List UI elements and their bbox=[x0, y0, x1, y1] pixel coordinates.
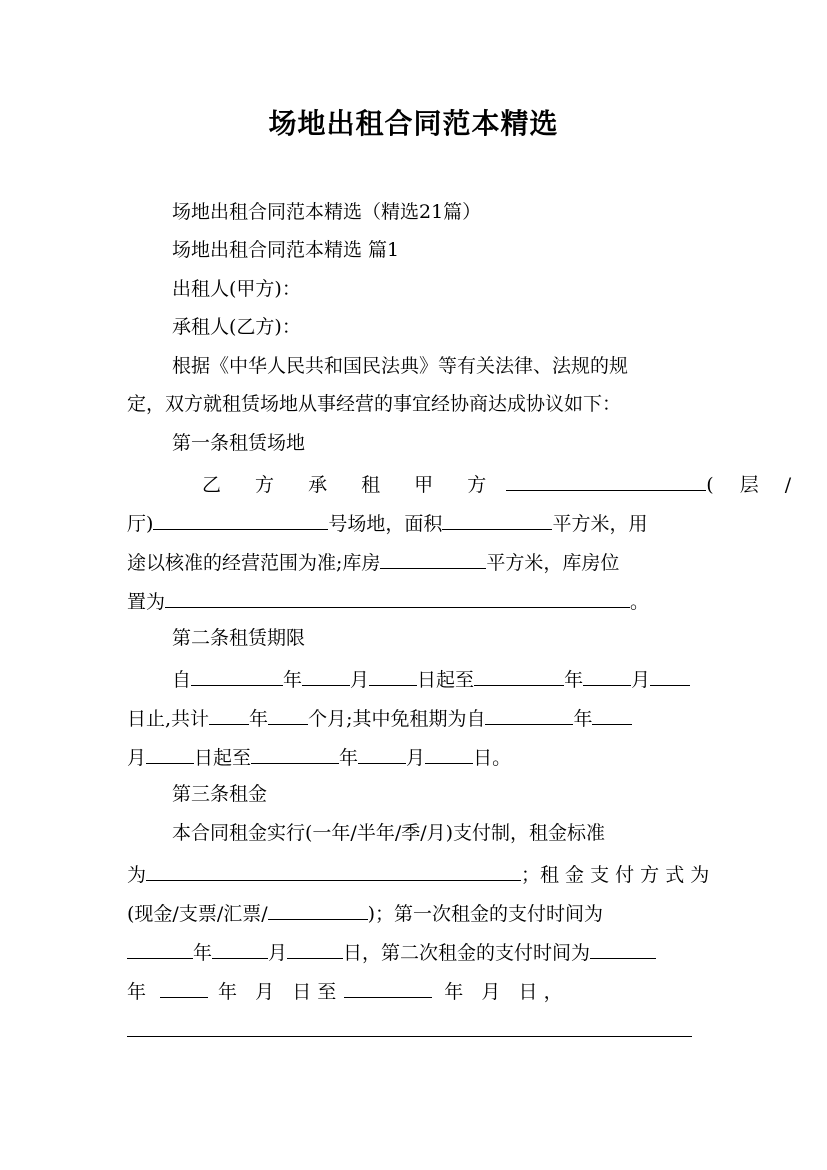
paragraph-line bbox=[127, 546, 704, 577]
blank-field[interactable] bbox=[146, 858, 521, 881]
blank-field[interactable] bbox=[485, 702, 573, 725]
paragraph-line bbox=[127, 897, 704, 928]
section-heading: 场地出租合同范本精选 篇1 bbox=[172, 239, 400, 261]
blank-field[interactable] bbox=[442, 507, 552, 530]
text-run: 。 bbox=[630, 591, 650, 613]
paragraph-line bbox=[127, 858, 710, 889]
text-run: 自 bbox=[172, 669, 192, 691]
article-heading: 第一条租赁场地 bbox=[172, 432, 306, 454]
text-run: (现金/支票/汇票/ bbox=[127, 903, 268, 925]
doc-subtitle: 场地出租合同范本精选（精选21篇） bbox=[172, 201, 482, 223]
article-heading: 第三条租金 bbox=[172, 783, 268, 805]
blank-field[interactable] bbox=[302, 663, 350, 686]
text-run: 月 bbox=[631, 669, 651, 691]
text-run: 月 bbox=[268, 942, 288, 964]
blank-field[interactable] bbox=[153, 507, 328, 530]
blank-field[interactable] bbox=[592, 702, 632, 725]
text-run: 置为 bbox=[127, 591, 166, 613]
text-run: 年 bbox=[339, 747, 359, 769]
text-run: 日起至 bbox=[194, 747, 252, 769]
paragraph-line bbox=[127, 702, 704, 733]
paragraph-line: 本合同租金实行(一年/半年/季/月)支付制，租金标准 bbox=[172, 822, 606, 844]
text-run: 月 bbox=[350, 669, 370, 691]
text-run: 年 bbox=[249, 708, 269, 730]
blank-field[interactable] bbox=[344, 975, 432, 998]
blank-field[interactable] bbox=[590, 936, 656, 959]
text-run: 途以核准的经营范围为准;库房 bbox=[127, 552, 381, 574]
text-run: 厅) bbox=[127, 513, 154, 535]
paragraph-line bbox=[127, 468, 802, 499]
blank-field[interactable] bbox=[369, 663, 417, 686]
blank-field[interactable] bbox=[209, 702, 249, 725]
text-run: 月 bbox=[406, 747, 426, 769]
blank-field[interactable] bbox=[583, 663, 631, 686]
text-run: ；租 金 支 付 方 式 为 bbox=[521, 864, 710, 886]
text-run: 号场地，面积 bbox=[328, 513, 443, 535]
text-run: 为 bbox=[127, 864, 147, 886]
paragraph-line bbox=[172, 663, 704, 694]
blank-field[interactable] bbox=[506, 468, 706, 491]
text-run: 日起至 bbox=[417, 669, 475, 691]
paragraph-line bbox=[127, 507, 704, 538]
blank-field[interactable] bbox=[358, 741, 406, 764]
paragraph-line bbox=[127, 585, 704, 616]
blank-field[interactable] bbox=[127, 1014, 692, 1037]
paragraph-line bbox=[127, 975, 704, 1006]
paragraph-line: 定，双方就租赁场地从事经营的事宜经协商达成协议如下： bbox=[127, 393, 622, 415]
text-run: 乙 方 承 租 甲 方 bbox=[202, 474, 501, 496]
blank-field[interactable] bbox=[268, 702, 308, 725]
text-run: )；第一次租金的支付时间为 bbox=[367, 903, 604, 925]
text-run: 日，第二次租金的支付时间为 bbox=[343, 942, 591, 964]
blank-field[interactable] bbox=[268, 897, 368, 920]
blank-field[interactable] bbox=[212, 936, 268, 959]
text-run: 平方米，用 bbox=[552, 513, 648, 535]
lessor-line: 出租人(甲方)： bbox=[172, 278, 301, 300]
text-run: 年 bbox=[564, 669, 584, 691]
blank-field[interactable] bbox=[650, 663, 690, 686]
blank-field[interactable] bbox=[165, 585, 630, 608]
text-run: 年 bbox=[573, 708, 593, 730]
text-run: ( 层 / bbox=[706, 474, 802, 496]
blank-field[interactable] bbox=[425, 741, 473, 764]
text-run: 日止,共计 bbox=[127, 708, 210, 730]
paragraph-line bbox=[127, 741, 704, 772]
blank-field[interactable] bbox=[191, 663, 283, 686]
text-run: 年 bbox=[193, 942, 213, 964]
blank-field[interactable] bbox=[287, 936, 343, 959]
text-run: 日。 bbox=[473, 747, 512, 769]
document-title: 场地出租合同范本精选 bbox=[268, 107, 559, 140]
text-run: 年 月 日 至 bbox=[218, 981, 337, 1003]
paragraph-line bbox=[127, 936, 704, 967]
text-run: 个月;其中免租期为自 bbox=[308, 708, 486, 730]
text-run: 年 bbox=[127, 981, 147, 1003]
article-heading: 第二条租赁期限 bbox=[172, 627, 306, 649]
text-run: 月 bbox=[127, 747, 147, 769]
blank-field[interactable] bbox=[251, 741, 339, 764]
blank-field[interactable] bbox=[160, 975, 208, 998]
text-run: 平方米，库房位 bbox=[486, 552, 620, 574]
lessee-line: 承租人(乙方)： bbox=[172, 316, 301, 338]
blank-field[interactable] bbox=[127, 936, 193, 959]
text-run: 年 bbox=[283, 669, 303, 691]
paragraph-line bbox=[127, 1014, 704, 1045]
blank-field[interactable] bbox=[146, 741, 194, 764]
paragraph-line: 根据《中华人民共和国民法典》等有关法律、法规的规 bbox=[172, 355, 629, 377]
text-run: 年 月 日 ， bbox=[444, 981, 563, 1003]
blank-field[interactable] bbox=[380, 546, 486, 569]
blank-field[interactable] bbox=[474, 663, 564, 686]
